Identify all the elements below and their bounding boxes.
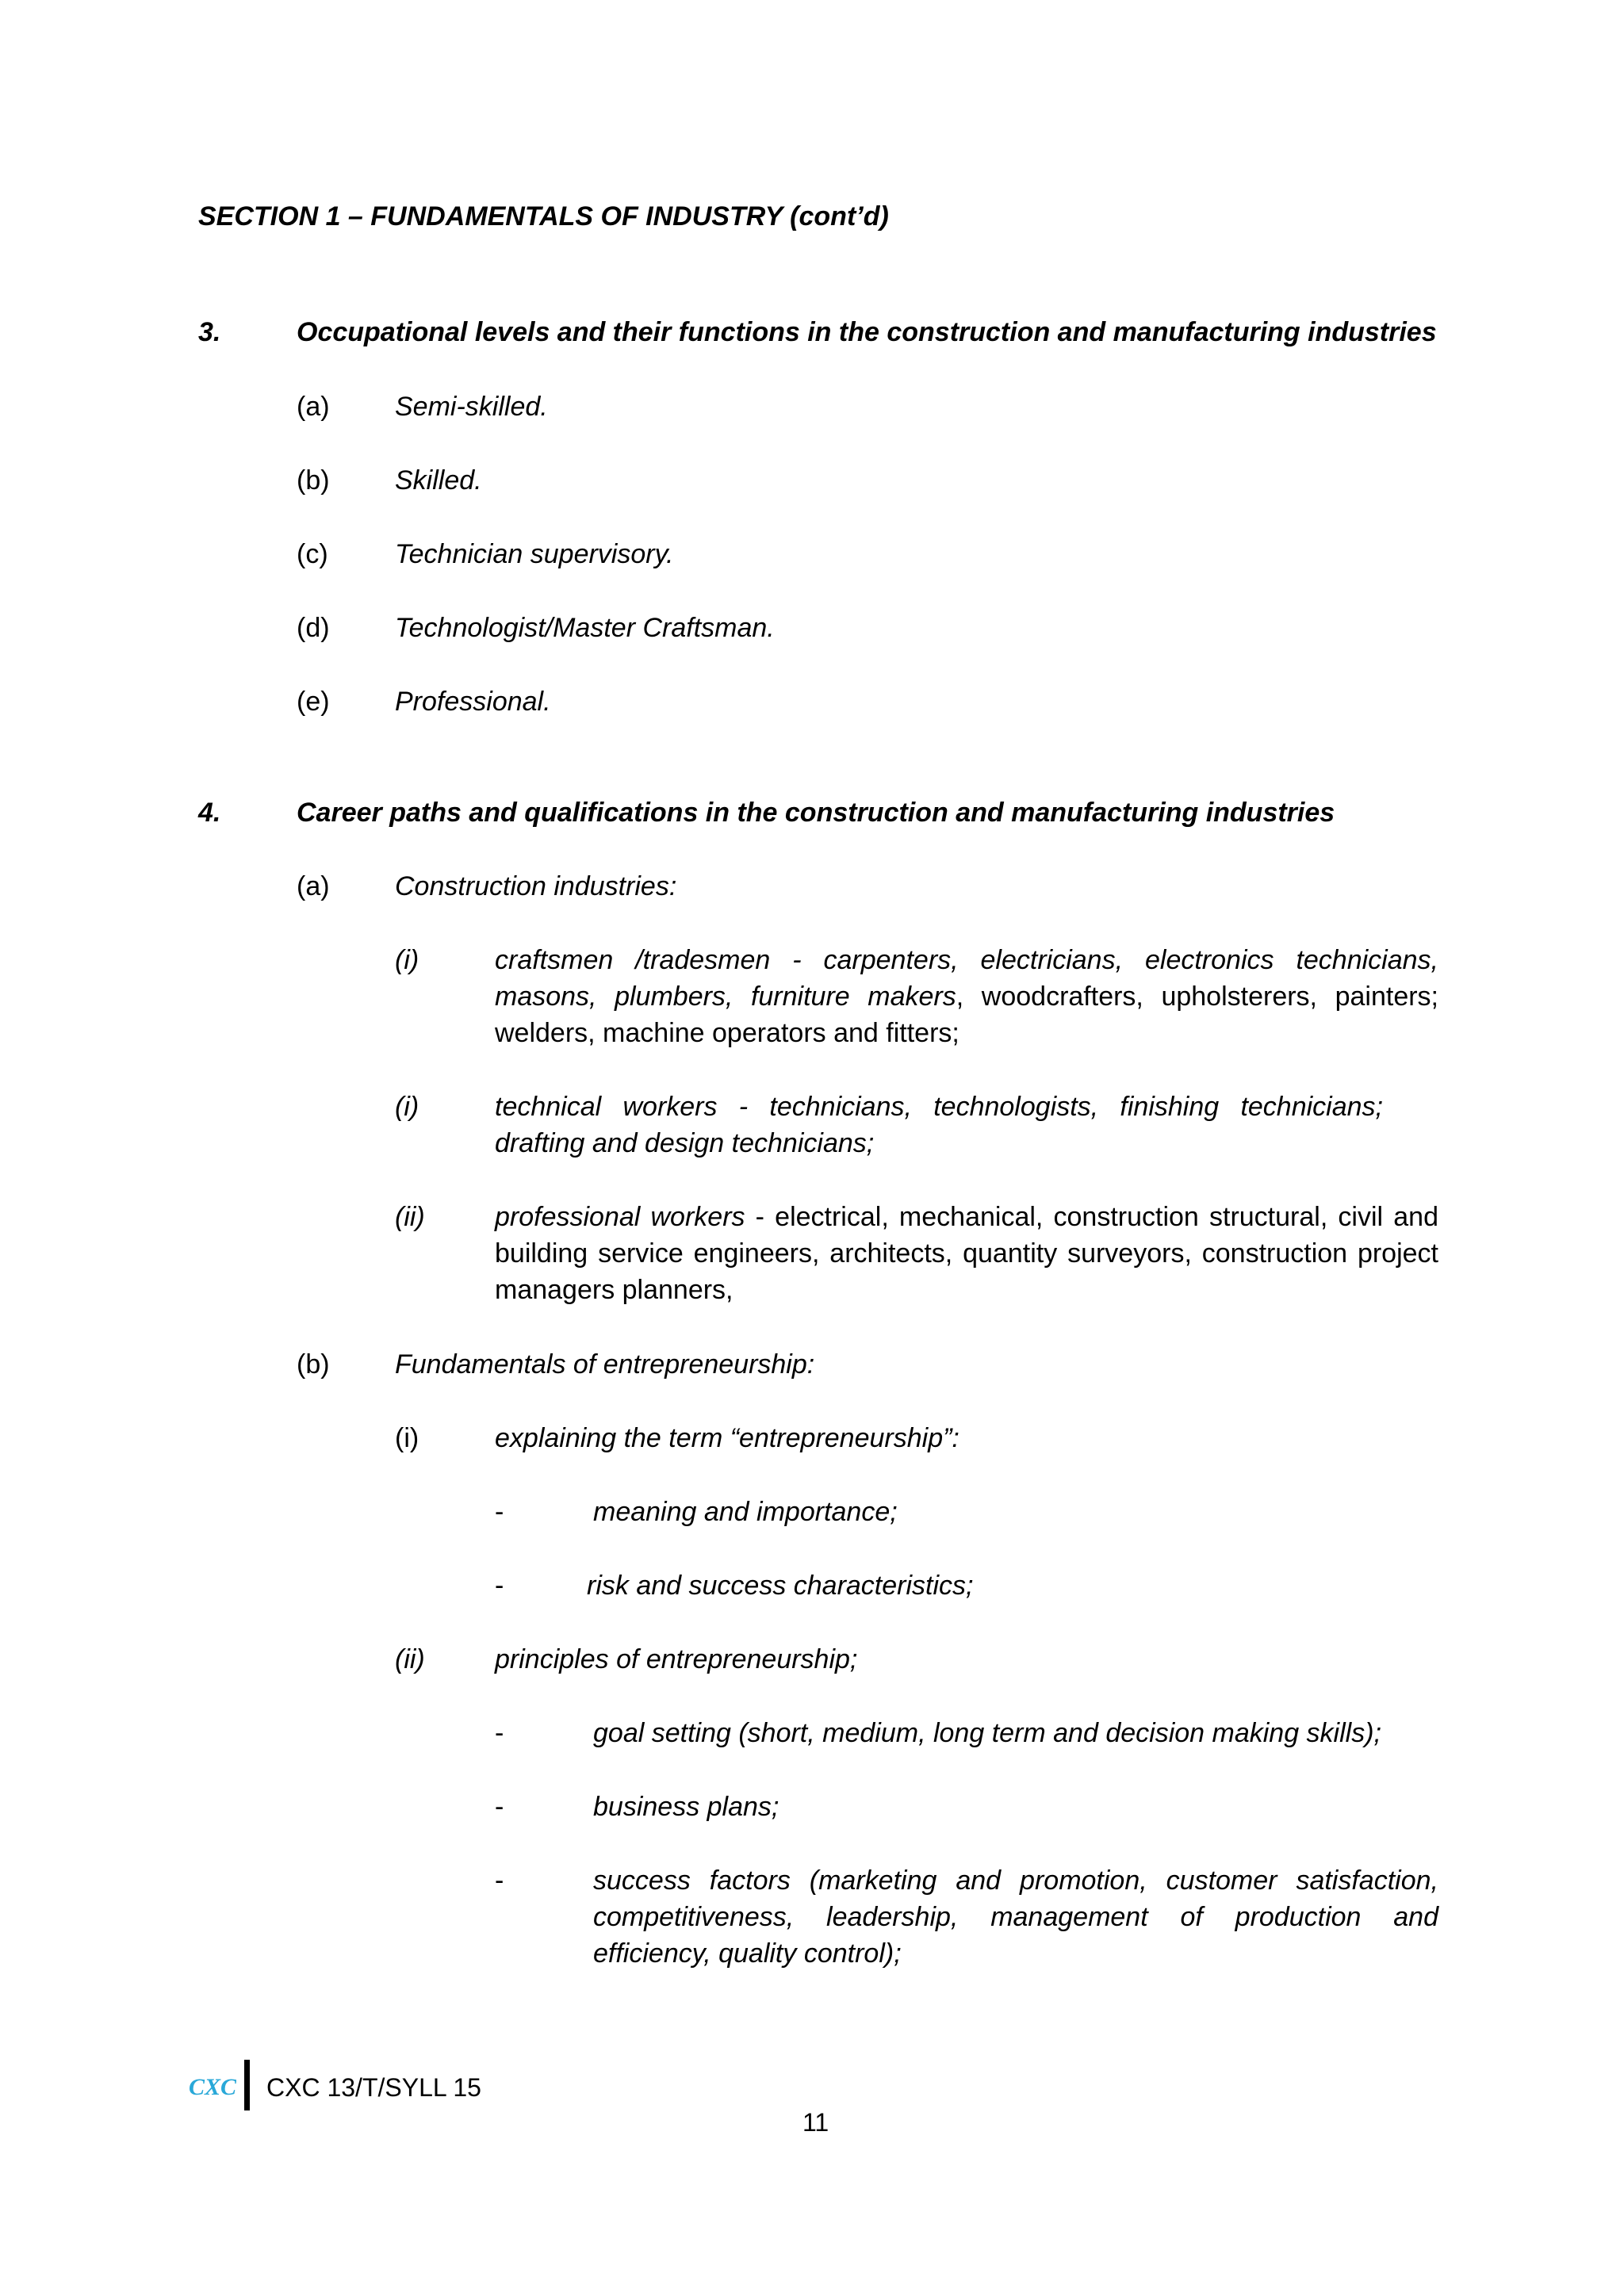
item4-b-ii-bullet2: business plans; [593,1792,779,1822]
page-number: 11 [802,2108,829,2137]
dash: - [495,1497,504,1527]
item4-number: 4. [198,798,221,828]
dash: - [495,1792,504,1822]
item3-sub-c-text: Technician supervisory. [395,539,674,569]
entry1-plain: , woodcrafters, upholsterers, painters; welders, machine operators and fitters; [495,982,1438,1048]
item4-a-entry1-label: (i) [395,945,419,975]
item3-number: 3. [198,317,221,347]
section-heading: SECTION 1 – FUNDAMENTALS OF INDUSTRY (cont’d) [198,201,889,232]
item4-b-text: Fundamentals of entrepreneurship: [395,1349,815,1380]
footer-divider [244,2060,250,2110]
footer-code: CXC 13/T/SYLL 15 [266,2073,481,2102]
item4-b-i-label: (i) [395,1423,419,1453]
item4-a-text: Construction industries: [395,871,677,901]
item3-title: Occupational levels and their functions in the construction and manufacturing industries [297,317,1437,347]
item4-a-entry2-text: technical workers - technicians, technologists, finishing technicians; drafting and design technicians; [495,1092,1383,1158]
item4-b-label: (b) [297,1349,330,1380]
item4-b-ii-bullet1: goal setting (short, medium, long term and decision making skills); [593,1718,1381,1748]
item4-b-ii-text: principles of entrepreneurship; [495,1644,858,1674]
item4-title: Career paths and qualifications in the construction and manufacturing industries [297,798,1335,828]
entry1-italic: craftsmen /tradesmen - carpenters, electricians, electronics technicians, masons, plumbers, furniture makers [495,945,1438,1012]
item4-a-entry2-label: (i) [395,1092,419,1122]
cxc-logo-icon [187,2063,236,2107]
entry3-plain: - electrical, mechanical, construction structural, civil and building service engineers, architects, quantity surveyors, construction project managers planners, [495,1202,1438,1305]
item3-sub-a-text: Semi-skilled. [395,392,548,422]
item4-b-i-bullet2: risk and success characteristics; [587,1571,974,1601]
item4-b-ii-label: (ii) [395,1644,425,1674]
cxc-logo-text: CXC [189,2074,236,2100]
item3-sub-c-label: (c) [297,539,328,569]
item3-sub-e-label: (e) [297,687,330,717]
entry3-italic: professional workers [495,1202,745,1232]
item3-sub-b-text: Skilled. [395,465,482,496]
item3-sub-a-label: (a) [297,392,330,422]
item4-b-i-bullet1: meaning and importance; [593,1497,898,1527]
item4-a-entry3-label: (ii) [395,1202,425,1232]
item4-a-label: (a) [297,871,330,901]
item4-b-ii-bullet3: success factors (marketing and promotion, customer satisfaction, competitiveness, leadership, management of production and efficiency, quality control); [593,1866,1438,1969]
item3-sub-e-text: Professional. [395,687,551,717]
item3-sub-b-label: (b) [297,465,330,496]
dash: - [495,1866,504,1896]
item4-b-i-text: explaining the term “entrepreneurship”: [495,1423,959,1453]
item4-a-entry1-text [495,942,1438,1051]
item3-sub-d-text: Technologist/Master Craftsman. [395,613,775,643]
item3-sub-d-label: (d) [297,613,330,643]
dash: - [495,1571,504,1601]
item4-a-entry3-text [495,1199,1438,1308]
dash: - [495,1718,504,1748]
